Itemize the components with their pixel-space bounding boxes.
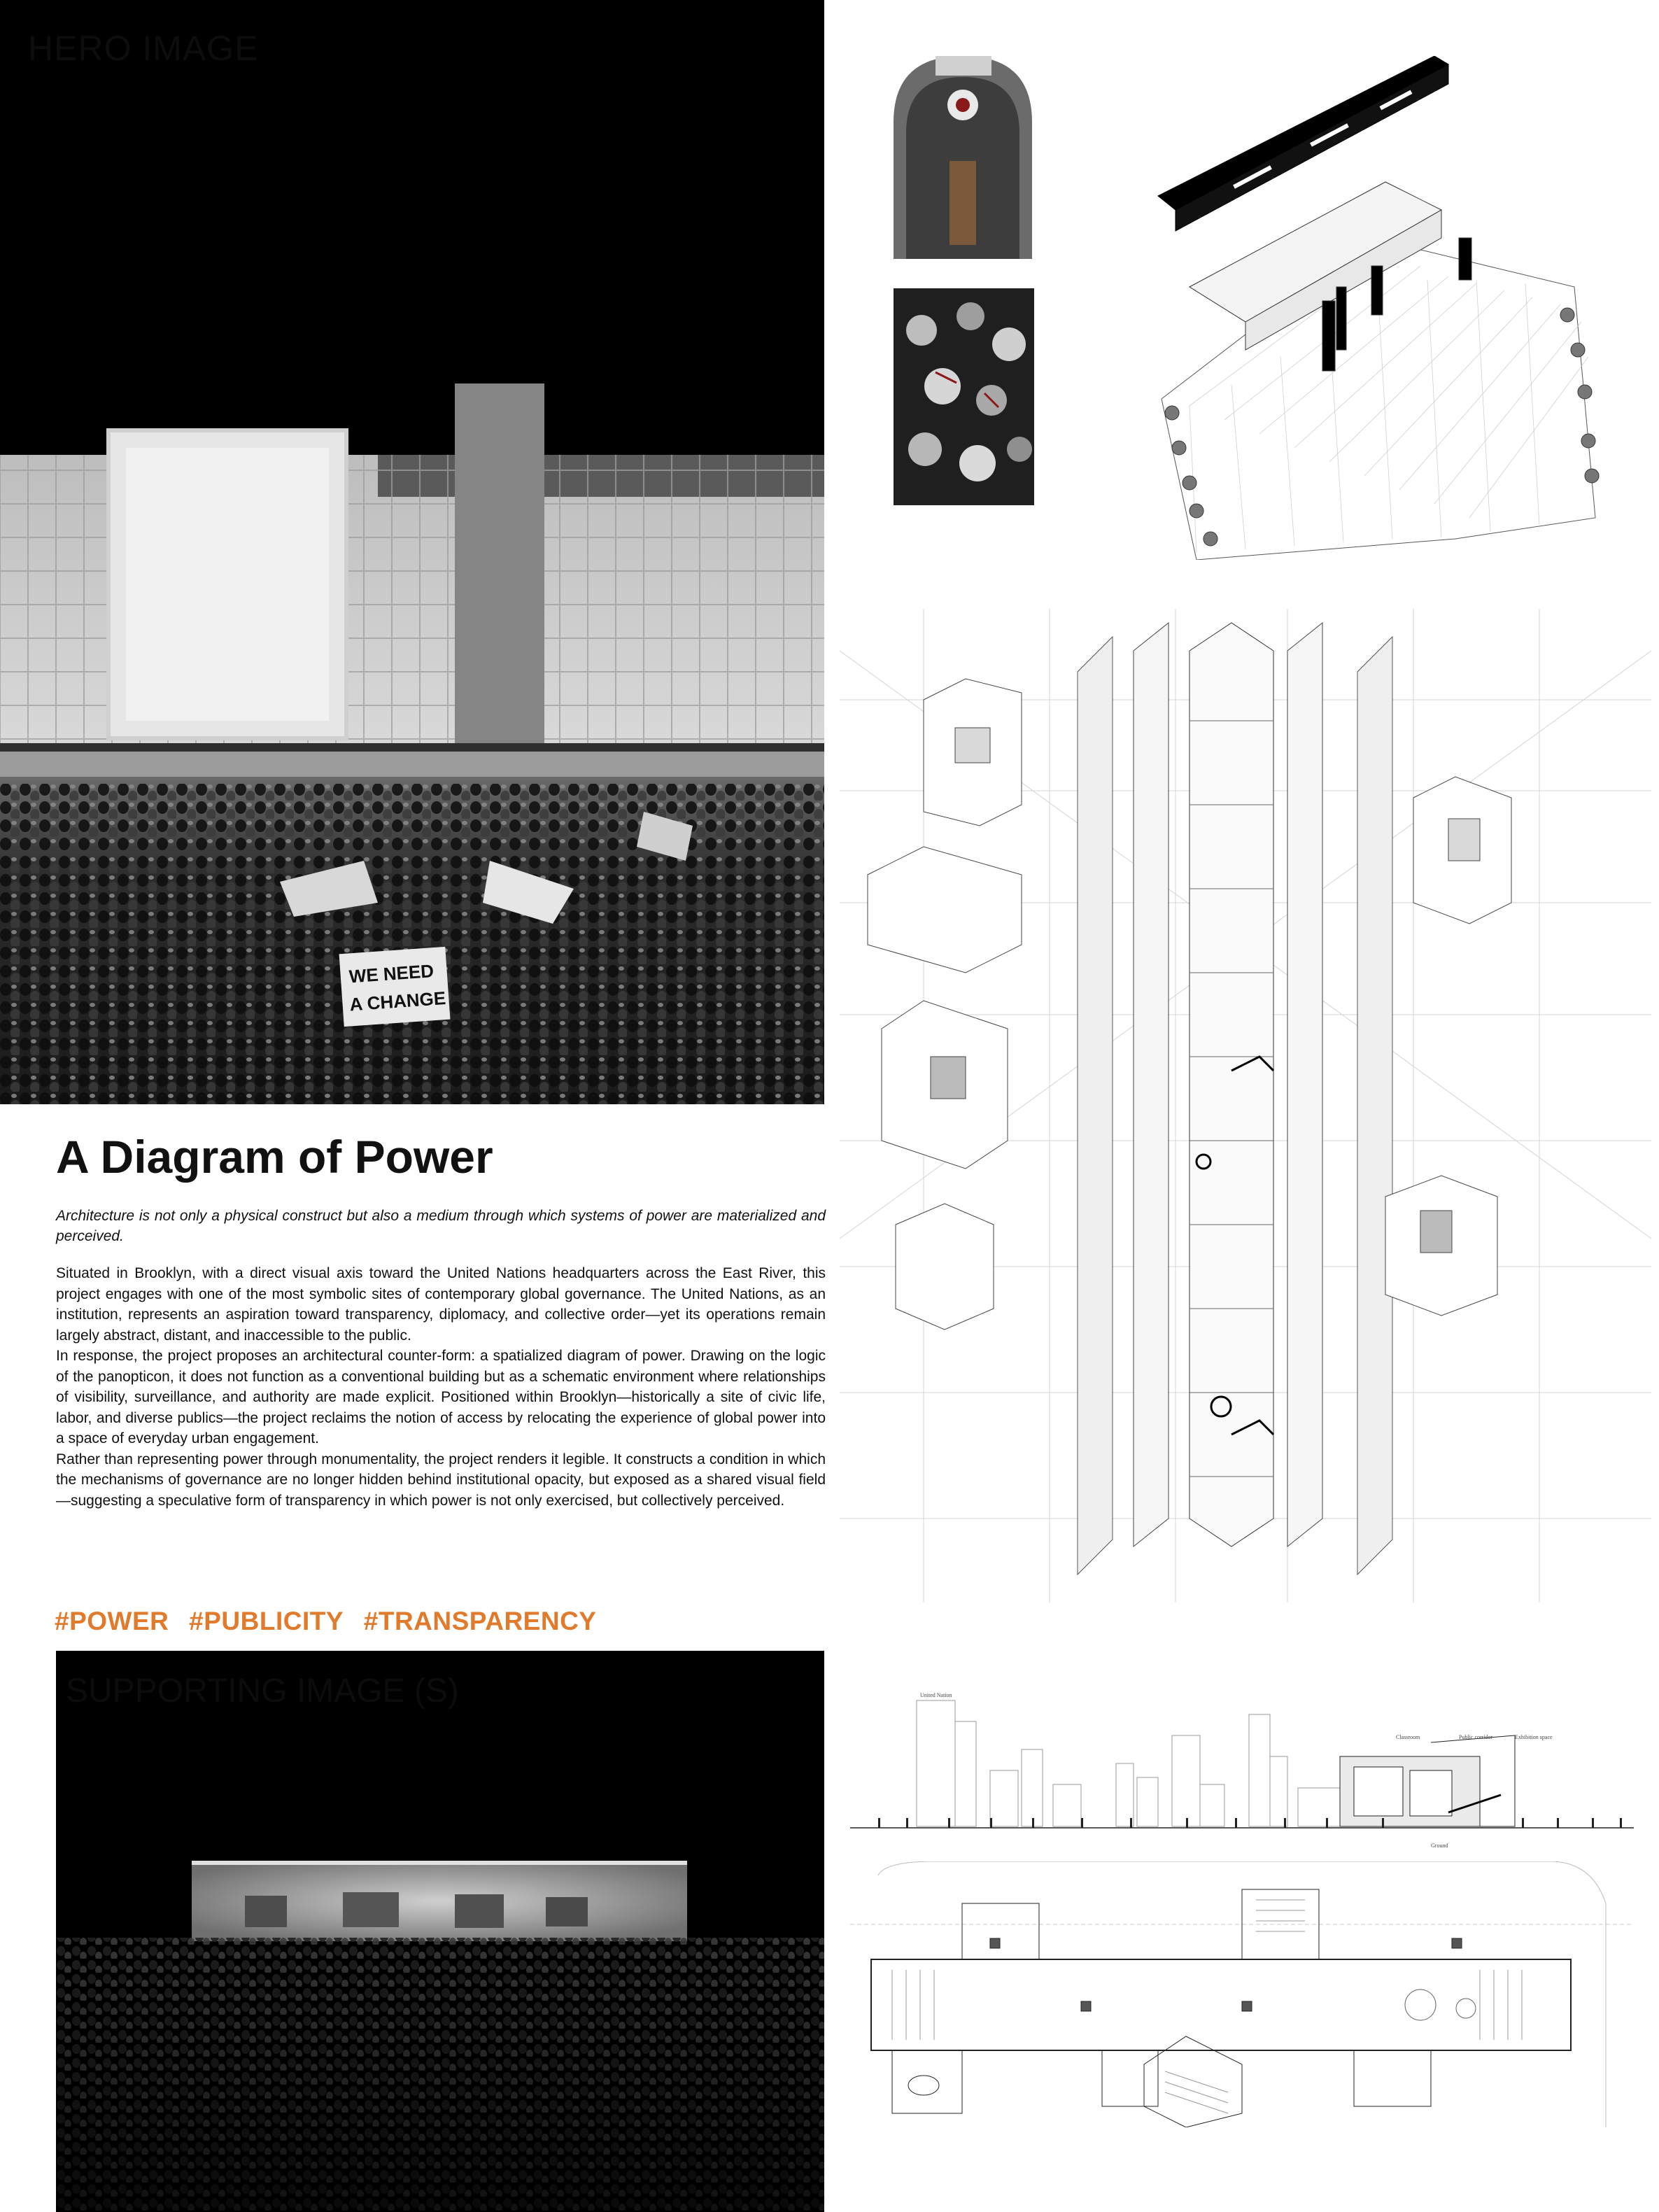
hero-render [0, 0, 824, 1104]
body-paragraph-3: Rather than representing power through monumentality, the project renders it legible. It constructs a condition in which the mechanisms of governance are no longer hidden behind institutional opacity, but exposed as a shared visual field—suggesting a speculative form of transparency in which power is not only exercised, but collectively perceived. [56, 1451, 826, 1509]
section-label-classroom: Classroom [1396, 1734, 1420, 1740]
protest-sign-line-1: WE NEED [348, 960, 435, 987]
floor-plan-drawing [850, 1861, 1634, 2127]
axonometric-site-drawing [1148, 56, 1607, 560]
section-label-ground: Ground [1431, 1843, 1448, 1849]
supporting-label: SUPPORTING IMAGE (S) [66, 1672, 459, 1710]
site-section-drawing [850, 1672, 1634, 1861]
section-label-un: United Nation [920, 1692, 952, 1698]
hero-label: HERO IMAGE [28, 29, 259, 68]
supporting-render [56, 1651, 824, 2212]
exploded-axonometric-drawing [840, 609, 1651, 1602]
hashtags [55, 1607, 609, 1636]
crowd-collage [894, 288, 1034, 505]
body-text [56, 1263, 826, 1511]
protest-sign [339, 947, 451, 1027]
tag-publicity: #PUBLICITY [189, 1607, 344, 1635]
page-title: A Diagram of Power [56, 1131, 493, 1183]
intro-text: Architecture is not only a physical construct but also a medium through which systems of power are materialized and perceived. [56, 1208, 826, 1244]
hero-image [0, 0, 824, 1104]
body-paragraph-1: Situated in Brooklyn, with a direct visual axis toward the United Nations headquarters across the East River, this project engages with one of the most symbolic sites of contemporary global governance. The United Nations, as an institution, represents an aspiration toward transparency, diplomacy, and collective order—yet its operations remain largely abstract, distant, and inaccessible to the public. [56, 1265, 826, 1344]
protest-sign-line-2: A CHANGE [348, 987, 447, 1015]
supporting-image [56, 1651, 824, 2212]
section-label-exhibition: Exhibition space [1515, 1734, 1553, 1740]
tag-power: #POWER [55, 1607, 169, 1635]
body-paragraph-2: In response, the project proposes an architectural counter-form: a spatialized diagram of power. Drawing on the logic of the panopticon, it does not function as a conventional building but as a schematic environment where relationships of visibility, surveillance, and authority are made explicit. Positioned within Brooklyn—historically a site of civic life, labor, and diverse publics—the project reclaims the notion of access by relocating the experience of global power into a space of everyday urban engagement. [56, 1348, 826, 1446]
eye-collage [894, 56, 1032, 259]
tag-transparency: #TRANSPARENCY [363, 1607, 597, 1635]
eye-icon [956, 98, 970, 112]
section-label-corridor: Public corridor [1459, 1734, 1493, 1740]
